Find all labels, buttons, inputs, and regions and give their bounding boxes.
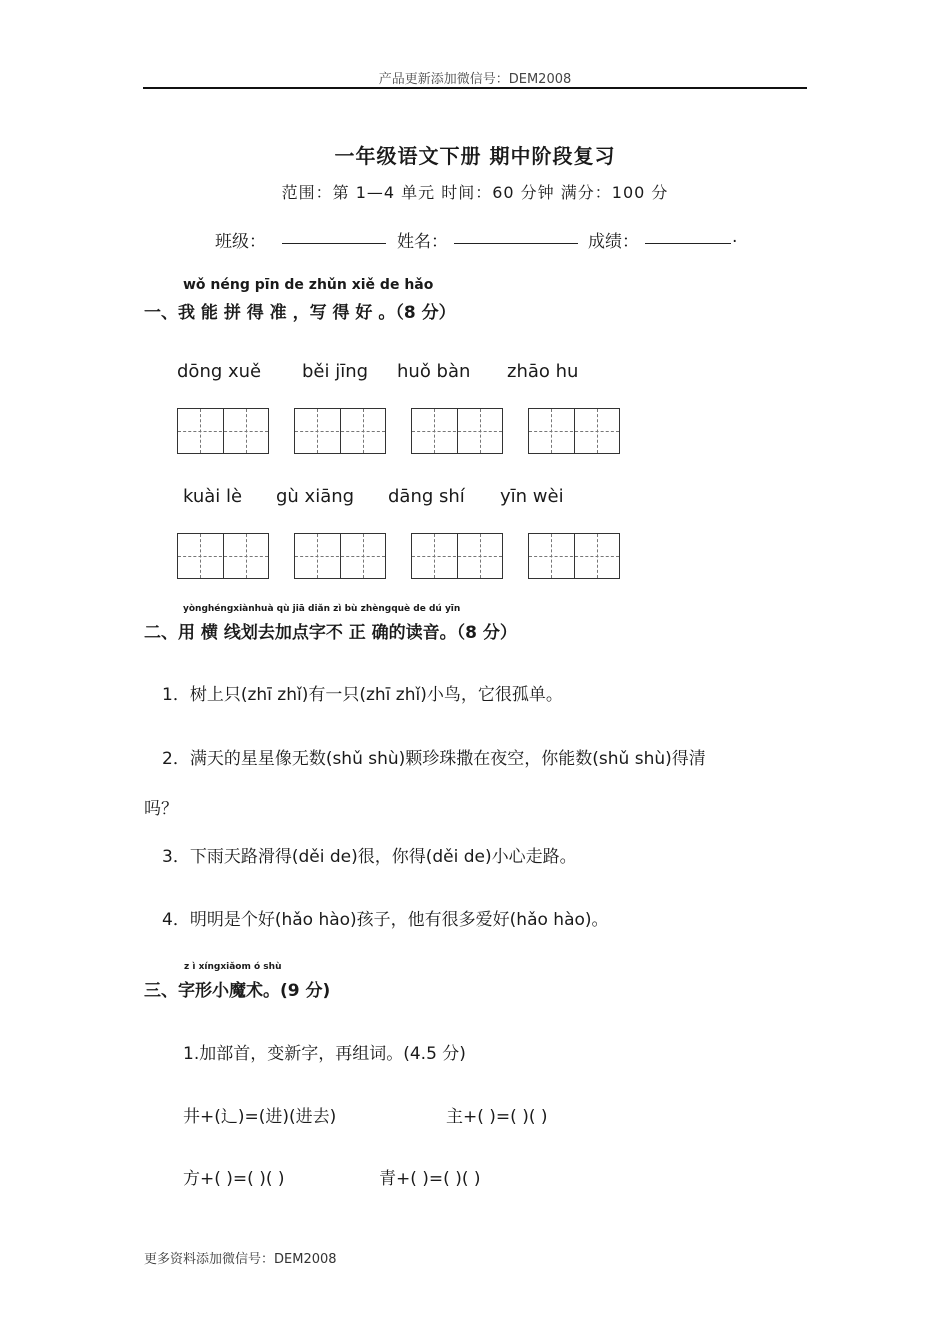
writing-grid[interactable] — [177, 408, 269, 454]
section1-pinyin: wǒ néng pīn de zhǔn xiě de hǎo — [183, 277, 434, 293]
score-blank[interactable] — [645, 243, 731, 244]
writing-grid[interactable] — [294, 533, 386, 579]
question-3: 3．下雨天路滑得(děi de)很，你得(děi de)小心走路。 — [162, 847, 577, 867]
section2-pinyin: yònghéngxiànhuà qù jiā diǎn zì bù zhèngquè de dú yīn — [183, 604, 461, 614]
question-2: 2．满天的星星像无数(shǔ shù)颗珍珠撒在夜空，你能数(shǔ shù)得清 — [162, 749, 706, 769]
name-label: 姓名： — [397, 232, 448, 252]
page-footer: 更多资料添加微信号：DEM2008 — [144, 1252, 337, 1267]
pinyin-item: zhāo hu — [507, 361, 579, 382]
page-header: 产品更新添加微信号：DEM2008 — [378, 72, 572, 87]
pinyin-item: huǒ bàn — [397, 361, 471, 382]
section1-title: 一、我 能 拼 得 准 ，写 得 好 。（8 分） — [144, 303, 456, 323]
section3-pinyin: z ì xíngxiǎom ó shù — [184, 962, 282, 972]
question-4: 4．明明是个好(hǎo hào)孩子，他有很多爱好(hǎo hào)。 — [162, 910, 609, 930]
header-divider — [143, 87, 807, 89]
fill-item[interactable]: 方+( )=( )( ) — [183, 1169, 285, 1189]
class-label: 班级： — [215, 232, 266, 252]
pinyin-item: yīn wèi — [500, 486, 564, 507]
writing-grid[interactable] — [528, 408, 620, 454]
score-label: 成绩： — [588, 232, 639, 252]
writing-grid[interactable] — [411, 533, 503, 579]
subquestion-1: 1.加部首，变新字，再组词。(4.5 分) — [183, 1044, 466, 1064]
score-end: . — [732, 227, 738, 247]
writing-grid[interactable] — [177, 533, 269, 579]
section3-title: 三、字形小魔术。(9 分) — [144, 981, 331, 1001]
exam-scope: 范围：第 1—4 单元 时间：60 分钟 满分：100 分 — [281, 183, 669, 202]
fill-item[interactable]: 主+( )=( )( ) — [446, 1107, 548, 1127]
name-blank[interactable] — [454, 243, 578, 244]
writing-grid[interactable] — [294, 408, 386, 454]
section2-title: 二、用 横 线划去加点字不 正 确的读音。（8 分） — [144, 623, 517, 643]
page-title: 一年级语文下册 期中阶段复习 — [334, 144, 616, 168]
pinyin-item: dāng shí — [388, 486, 465, 507]
pinyin-item: kuài lè — [183, 486, 243, 507]
example-answer: 井+(辶)=(进)(进去) — [183, 1107, 337, 1127]
pinyin-item: dōng xuě — [177, 361, 262, 382]
class-blank[interactable] — [282, 243, 386, 244]
question-1: 1．树上只(zhī zhǐ)有一只(zhī zhǐ)小鸟，它很孤单。 — [162, 685, 563, 705]
pinyin-item: běi jīng — [302, 361, 369, 382]
writing-grid[interactable] — [528, 533, 620, 579]
question-2-cont: 吗？ — [144, 799, 178, 819]
pinyin-item: gù xiāng — [276, 486, 355, 507]
fill-item[interactable]: 青+( )=( )( ) — [379, 1169, 481, 1189]
writing-grid[interactable] — [411, 408, 503, 454]
